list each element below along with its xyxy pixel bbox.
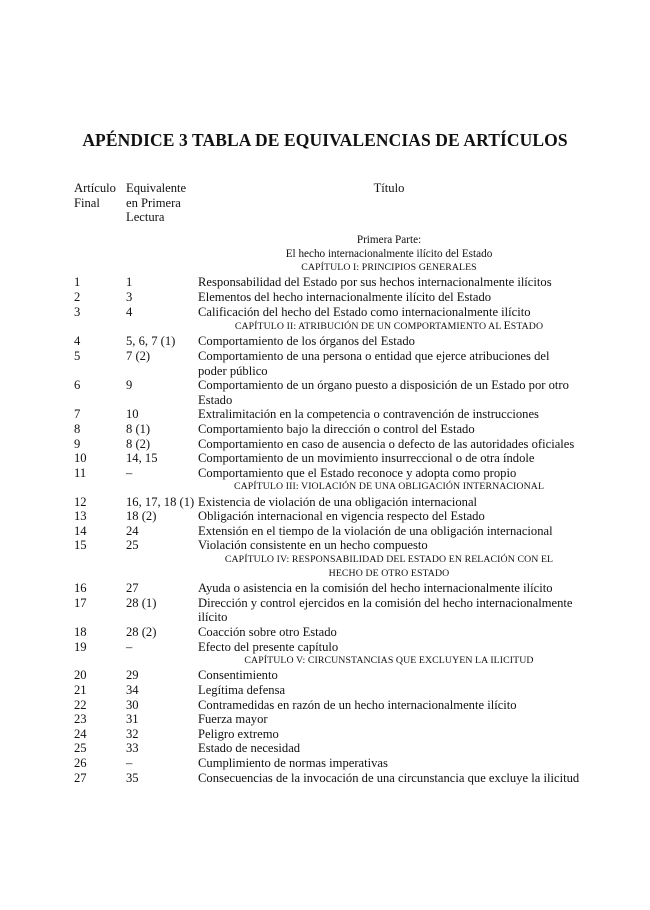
article-title: Coacción sobre otro Estado bbox=[198, 625, 337, 640]
article-title: Contramedidas en razón de un hecho internacionalmente ilícito bbox=[198, 697, 517, 712]
table-row bbox=[74, 756, 580, 771]
article-title: Consecuencias de la invocación de una circunstancia que excluye la ilicitud bbox=[198, 770, 580, 785]
article-final: 2 bbox=[74, 289, 81, 304]
table-row bbox=[74, 727, 580, 742]
article-first-reading: 29 bbox=[126, 668, 139, 683]
table-row bbox=[74, 698, 580, 713]
chapter-4-title-line2: HECHO DE OTRO ESTADO bbox=[328, 568, 450, 580]
header-articulo-final: Artículo Final bbox=[74, 181, 116, 210]
article-title: Comportamiento bajo la dirección o control del Estado bbox=[198, 421, 475, 436]
article-first-reading: 32 bbox=[126, 726, 139, 741]
article-final: 15 bbox=[74, 538, 87, 553]
equivalence-table bbox=[74, 181, 580, 785]
article-first-reading: 35 bbox=[126, 770, 139, 785]
chapter-4-title: CAPÍTULO IV: RESPONSABILIDAD DEL ESTADO EN RELACIÓN CON EL bbox=[224, 553, 554, 565]
table-row bbox=[74, 378, 580, 407]
article-first-reading: 34 bbox=[126, 683, 139, 698]
article-final: 18 bbox=[74, 625, 87, 640]
article-final: 13 bbox=[74, 509, 87, 524]
article-first-reading: 14, 15 bbox=[126, 451, 158, 466]
table-row bbox=[74, 451, 580, 466]
table-row bbox=[74, 538, 580, 553]
article-title: Estado de necesidad bbox=[198, 741, 301, 756]
article-final: 20 bbox=[74, 668, 87, 683]
chapter-heading bbox=[74, 553, 580, 581]
table-row bbox=[74, 305, 580, 320]
article-final: 1 bbox=[74, 275, 81, 290]
table-row bbox=[74, 524, 580, 539]
table-row bbox=[74, 334, 580, 349]
article-title: Violación consistente en un hecho compuesto bbox=[198, 538, 428, 553]
part-label: Primera Parte: bbox=[356, 233, 422, 246]
article-final: 3 bbox=[74, 304, 81, 319]
table-row bbox=[74, 625, 580, 640]
article-title: Comportamiento de una persona o entidad que ejerce atribuciones del poder público bbox=[198, 348, 550, 378]
article-title: Comportamiento de los órganos del Estado bbox=[198, 334, 415, 349]
table-row bbox=[74, 407, 580, 422]
article-final: 6 bbox=[74, 378, 81, 393]
article-first-reading: 4 bbox=[126, 304, 133, 319]
table-row bbox=[74, 712, 580, 727]
article-first-reading: 7 (2) bbox=[126, 348, 151, 363]
table-row bbox=[74, 437, 580, 452]
article-title: Fuerza mayor bbox=[198, 712, 268, 727]
article-title: Extralimitación en la competencia o contravención de instrucciones bbox=[198, 407, 539, 422]
article-title: Extensión en el tiempo de la violación de una obligación internacional bbox=[198, 523, 553, 538]
article-final: 8 bbox=[74, 421, 81, 436]
article-first-reading: 28 (1) bbox=[126, 595, 157, 610]
article-first-reading: 31 bbox=[126, 712, 139, 727]
article-final: 24 bbox=[74, 726, 87, 741]
article-first-reading: – bbox=[126, 756, 133, 771]
article-final: 23 bbox=[74, 712, 87, 727]
table-row bbox=[74, 349, 580, 378]
article-final: 22 bbox=[74, 697, 87, 712]
chapter-3-title: CAPÍTULO III: VIOLACIÓN DE UNA OBLIGACIÓN INTERNACIONAL bbox=[233, 481, 545, 493]
article-final: 5 bbox=[74, 348, 81, 363]
article-title: Legítima defensa bbox=[198, 683, 286, 698]
article-first-reading: 33 bbox=[126, 741, 139, 756]
article-title: Obligación internacional en vigencia respecto del Estado bbox=[198, 509, 485, 524]
table-row bbox=[74, 668, 580, 683]
article-first-reading: 8 (1) bbox=[126, 421, 151, 436]
article-title: Comportamiento que el Estado reconoce y adopta como propio bbox=[198, 465, 517, 480]
table-row bbox=[74, 509, 580, 524]
chapter-1-title: CAPÍTULO I: PRINCIPIOS GENERALES bbox=[301, 262, 477, 274]
article-title: Comportamiento de un órgano puesto a disposición de un Estado por otro Estado bbox=[198, 378, 569, 407]
article-title: Elementos del hecho internacionalmente ilícito del Estado bbox=[198, 289, 492, 304]
table-row bbox=[74, 275, 580, 290]
table-row bbox=[74, 640, 580, 655]
article-final: 26 bbox=[74, 756, 87, 771]
article-first-reading: 28 (2) bbox=[126, 625, 157, 640]
article-first-reading: 30 bbox=[126, 697, 139, 712]
article-final: 9 bbox=[74, 436, 81, 451]
article-final: 14 bbox=[74, 523, 87, 538]
chapter-5-title: CAPÍTULO V: CIRCUNSTANCIAS QUE EXCLUYEN LA ILICITUD bbox=[244, 655, 534, 667]
article-title: Existencia de violación de una obligación internacional bbox=[198, 494, 478, 509]
article-first-reading: – bbox=[126, 639, 133, 654]
article-first-reading: 9 bbox=[126, 378, 133, 393]
chapter-heading bbox=[74, 319, 580, 334]
article-final: 27 bbox=[74, 770, 87, 785]
article-first-reading: 8 (2) bbox=[126, 436, 151, 451]
article-first-reading: 16, 17, 18 (1) bbox=[126, 494, 195, 509]
part-heading bbox=[74, 233, 580, 261]
chapter-2-title: CAPÍTULO II: ATRIBUCIÓN DE UN COMPORTAMIENTO AL bbox=[234, 321, 504, 333]
article-title: Calificación del hecho del Estado como internacionalmente ilícito bbox=[198, 304, 531, 319]
article-final: 19 bbox=[74, 639, 87, 654]
article-first-reading: 18 (2) bbox=[126, 509, 157, 524]
table-row bbox=[74, 581, 580, 596]
article-title: Efecto del presente capítulo bbox=[198, 639, 339, 654]
article-title: Peligro extremo bbox=[198, 726, 279, 741]
article-first-reading: 3 bbox=[126, 289, 133, 304]
table-row bbox=[74, 495, 580, 510]
article-final: 25 bbox=[74, 741, 87, 756]
article-final: 16 bbox=[74, 581, 87, 596]
article-final: 17 bbox=[74, 595, 87, 610]
article-final: 4 bbox=[74, 334, 81, 349]
table-row bbox=[74, 596, 580, 625]
article-title: Responsabilidad del Estado por sus hechos internacionalmente ilícitos bbox=[198, 275, 552, 290]
article-title: Consentimiento bbox=[198, 668, 278, 683]
article-title: Dirección y control ejercidos en la comisión del hecho internacionalmente ilícito bbox=[198, 595, 573, 625]
page-title: APÉNDICE 3 TABLA DE EQUIVALENCIAS DE ARTÍCULOS bbox=[82, 130, 568, 150]
article-first-reading: 5, 6, 7 (1) bbox=[126, 334, 176, 349]
chapter-heading bbox=[74, 480, 580, 494]
article-title: Comportamiento en caso de ausencia o defecto de las autoridades oficiales bbox=[198, 436, 575, 451]
article-final: 21 bbox=[74, 683, 87, 698]
article-title: Cumplimiento de normas imperativas bbox=[198, 756, 388, 771]
article-first-reading: – bbox=[126, 465, 133, 480]
chapter-2-title-end: STADO bbox=[510, 321, 544, 333]
table-row bbox=[74, 290, 580, 305]
part-subtitle: El hecho internacionalmente ilícito del Estado bbox=[285, 247, 493, 260]
table-row bbox=[74, 422, 580, 437]
header-titulo: Título bbox=[373, 181, 405, 195]
article-first-reading: 25 bbox=[126, 538, 139, 553]
header-equivalente: Equivalente en Primera Lectura bbox=[126, 181, 187, 225]
table-row bbox=[74, 683, 580, 698]
chapter-heading bbox=[74, 261, 580, 275]
table-row bbox=[74, 466, 580, 481]
chapter-heading bbox=[74, 654, 580, 668]
article-final: 11 bbox=[74, 465, 87, 480]
article-first-reading: 27 bbox=[126, 581, 139, 596]
article-title: Comportamiento de un movimiento insurreccional o de otra índole bbox=[198, 451, 535, 466]
table-row bbox=[74, 741, 580, 756]
article-final: 10 bbox=[74, 451, 87, 466]
article-first-reading: 1 bbox=[126, 275, 133, 290]
article-final: 12 bbox=[74, 494, 87, 509]
article-final: 7 bbox=[74, 407, 81, 422]
table-header bbox=[74, 181, 580, 225]
article-title: Ayuda o asistencia en la comisión del hecho internacionalmente ilícito bbox=[198, 581, 553, 596]
article-first-reading: 24 bbox=[126, 523, 139, 538]
table-row bbox=[74, 771, 580, 786]
article-first-reading: 10 bbox=[126, 407, 139, 422]
chapter-2-initial: E bbox=[503, 319, 511, 333]
